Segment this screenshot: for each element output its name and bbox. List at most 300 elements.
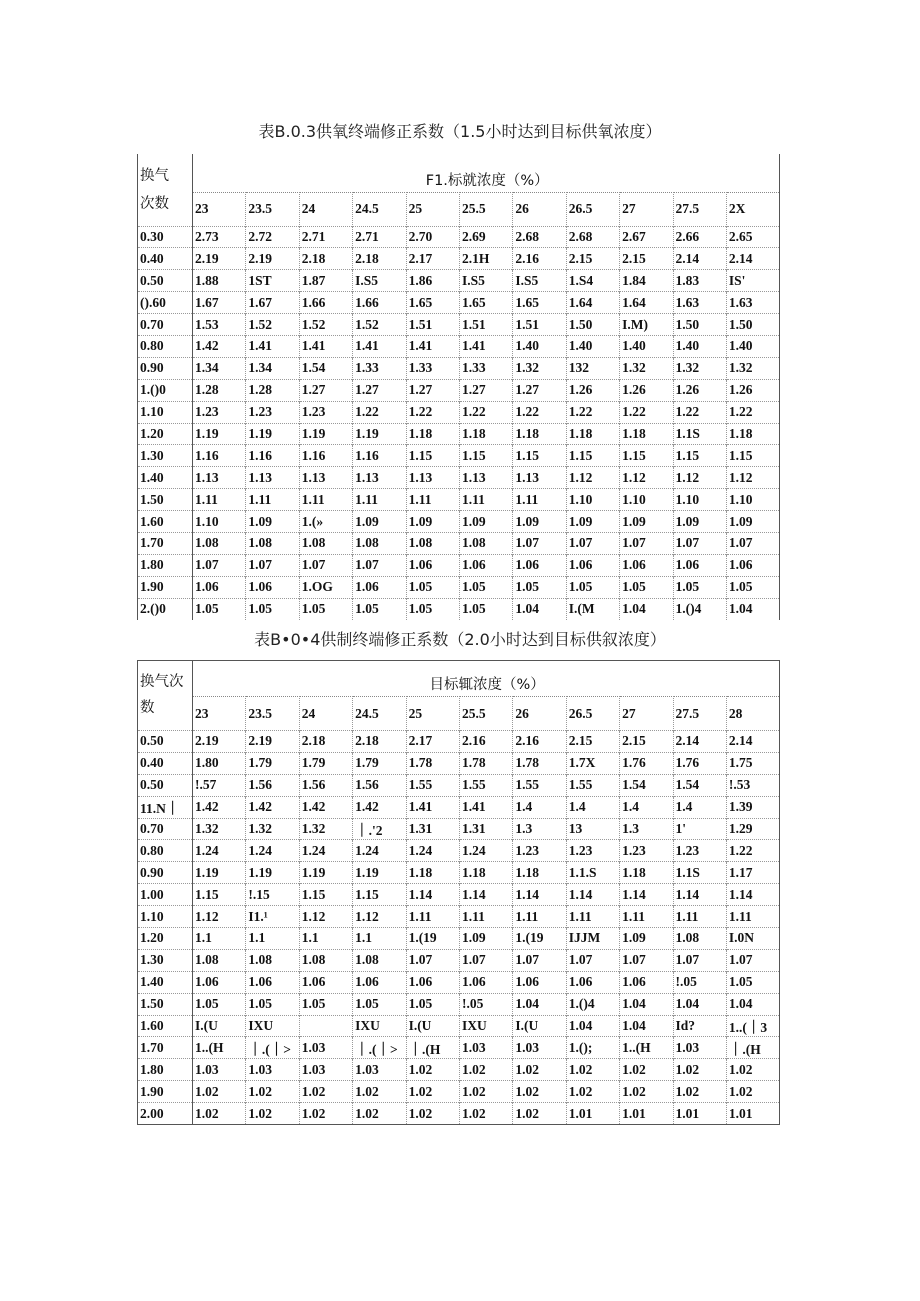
table-cell: 1.02	[726, 1059, 779, 1081]
table-cell: 1.39	[726, 796, 779, 818]
table-cell: 1.41	[299, 335, 352, 357]
row-header-cell: 0.40	[138, 248, 193, 270]
table-cell: 1.06	[673, 554, 726, 576]
table-cell: 1.18	[406, 423, 459, 445]
column-header: 24.5	[353, 192, 406, 226]
table-cell: 1.11	[459, 906, 512, 928]
table-cell: 1.1	[246, 928, 299, 950]
table-cell: 1.54	[620, 774, 673, 796]
table-cell: 1.08	[673, 928, 726, 950]
table-row	[138, 401, 780, 423]
table-cell: 1.7X	[566, 752, 619, 774]
row-header-cell: 1.90	[138, 576, 193, 598]
table-row	[138, 774, 780, 796]
table-cell: 1.03	[193, 1059, 246, 1081]
table-cell: 2.18	[299, 248, 352, 270]
table-cell: 1.03	[513, 1037, 566, 1059]
table-cell: 1.10	[620, 489, 673, 511]
table-cell: 1.11	[620, 906, 673, 928]
table-cell: 1.08	[406, 532, 459, 554]
table-cell: 1.18	[620, 423, 673, 445]
table-cell: 1.09	[673, 511, 726, 533]
row-header-cell: 0.50	[138, 731, 193, 753]
table-cell: 1.22	[620, 401, 673, 423]
table-cell: 1.19	[246, 423, 299, 445]
table2	[137, 660, 780, 1125]
table-cell: 1.07	[513, 949, 566, 971]
row-header-cell: 1.40	[138, 971, 193, 993]
column-header: 28	[726, 697, 779, 731]
table-cell: 1.11	[406, 906, 459, 928]
table-cell: 1.06	[406, 971, 459, 993]
column-header: 27	[620, 697, 673, 731]
table-cell: 1.07	[459, 949, 512, 971]
table-cell: 1.06	[566, 971, 619, 993]
table-row	[138, 1037, 780, 1059]
table-cell: 1.03	[459, 1037, 512, 1059]
table-cell: 1.24	[353, 840, 406, 862]
table-cell: 1.76	[620, 752, 673, 774]
table-cell: 1'	[673, 818, 726, 840]
table-cell: 1.52	[246, 314, 299, 336]
table-cell: 2.18	[353, 731, 406, 753]
table-cell: 1.07	[726, 949, 779, 971]
table-cell: 1.10	[673, 489, 726, 511]
table-cell: 1.07	[673, 532, 726, 554]
table-cell: 1.06	[406, 554, 459, 576]
table-cell: 1.32	[726, 357, 780, 379]
table-cell: 1.05	[406, 993, 459, 1015]
table-cell: 1.1S	[673, 862, 726, 884]
table-cell: 1.55	[406, 774, 459, 796]
table-cell: Id?	[673, 1015, 726, 1037]
table-row	[138, 928, 780, 950]
table-cell: 1.19	[353, 862, 406, 884]
table-cell: IXU	[353, 1015, 406, 1037]
table-row	[138, 248, 780, 270]
table-cell: I.M)	[620, 314, 673, 336]
table-cell: 1.15	[726, 445, 780, 467]
table-cell: 2.15	[566, 248, 619, 270]
table-cell: 1.23	[193, 401, 246, 423]
table-cell: IS'	[726, 270, 780, 292]
table-cell: 1.06	[299, 971, 352, 993]
table-row	[138, 1059, 780, 1081]
table-row	[138, 796, 780, 818]
table-cell: 2.71	[353, 226, 406, 248]
table-cell: I.(U	[193, 1015, 246, 1037]
table-cell: 1.24	[246, 840, 299, 862]
table-row	[138, 554, 780, 576]
table-cell: 1.07	[353, 554, 406, 576]
table-cell: 1.14	[513, 884, 566, 906]
table-cell: 1.87	[299, 270, 352, 292]
table-cell: 1.28	[193, 379, 246, 401]
table-cell: 1.4	[513, 796, 566, 818]
table-row	[138, 818, 780, 840]
table-cell: 1.15	[459, 445, 512, 467]
table-cell: 1.07	[673, 949, 726, 971]
table-cell: 1.04	[620, 1015, 673, 1037]
table-cell: 1.26	[673, 379, 726, 401]
row-header-cell: 1.20	[138, 928, 193, 950]
table-cell: I.S5	[353, 270, 406, 292]
table-cell: 1.32	[620, 357, 673, 379]
table-cell: 1.();	[566, 1037, 619, 1059]
table-cell: 1.02	[299, 1081, 352, 1103]
table-cell: 1.27	[459, 379, 512, 401]
table-cell: 1.51	[406, 314, 459, 336]
table-cell: 1.1.S	[566, 862, 619, 884]
table-cell: 1.07	[566, 949, 619, 971]
row-header-cell: 1.10	[138, 401, 193, 423]
table-cell: 1.06	[726, 554, 780, 576]
table-cell: 1.18	[726, 423, 780, 445]
table-cell: 1.06	[246, 576, 299, 598]
table-cell: 1.13	[513, 467, 566, 489]
table-cell: 1.18	[406, 862, 459, 884]
table-cell: 1.12	[193, 906, 246, 928]
table-cell: 1.15	[673, 445, 726, 467]
table-cell: 1.15	[620, 445, 673, 467]
table-cell: 1.27	[353, 379, 406, 401]
table-cell: I.(U	[513, 1015, 566, 1037]
table-cell: 1.02	[566, 1081, 619, 1103]
table-cell: 2.69	[459, 226, 512, 248]
table-cell: 1..(｜3	[726, 1015, 779, 1037]
table-cell: I.(U	[406, 1015, 459, 1037]
table-cell: 1.06	[459, 554, 512, 576]
table-row	[138, 489, 780, 511]
table-cell: 1.04	[513, 598, 566, 620]
table-row	[138, 993, 780, 1015]
column-header: 24.5	[353, 697, 406, 731]
table-cell: 1.08	[299, 949, 352, 971]
row-header-cell: 1.50	[138, 489, 193, 511]
table-cell: 1.03	[299, 1059, 352, 1081]
table-cell: 1.17	[726, 862, 779, 884]
table-cell: 1.02	[673, 1081, 726, 1103]
row-header-cell: 1.70	[138, 1037, 193, 1059]
table-cell: 1.42	[193, 796, 246, 818]
table-cell: 1.41	[406, 335, 459, 357]
table-cell: 1.67	[246, 292, 299, 314]
table-cell: I.(M	[566, 598, 619, 620]
column-header: 27	[620, 192, 673, 226]
table-cell: ｜.(｜>	[246, 1037, 299, 1059]
table-cell: 1.S4	[566, 270, 619, 292]
table-cell: 1.63	[726, 292, 780, 314]
table-cell: 1.34	[246, 357, 299, 379]
table-cell: 2.15	[566, 731, 619, 753]
table-cell: 1.83	[673, 270, 726, 292]
table-row	[138, 445, 780, 467]
table-cell: 2.14	[673, 248, 726, 270]
table-row	[138, 511, 780, 533]
table-cell: 1.52	[299, 314, 352, 336]
table-cell: 2.66	[673, 226, 726, 248]
table-cell: 1.22	[353, 401, 406, 423]
table-cell: 1.05	[566, 576, 619, 598]
row-header-cell: 0.90	[138, 357, 193, 379]
table-cell: 1.78	[513, 752, 566, 774]
row-label-header: 换气 次数	[138, 154, 193, 226]
table-cell: 1.31	[406, 818, 459, 840]
table-cell: 1.02	[726, 1081, 779, 1103]
table-cell: 1.09	[353, 511, 406, 533]
table-cell: 1.56	[299, 774, 352, 796]
table-cell: 2.68	[513, 226, 566, 248]
table-row	[138, 314, 780, 336]
table-cell: 1.40	[620, 335, 673, 357]
table-cell: 1.09	[566, 511, 619, 533]
table-cell: 1.07	[299, 554, 352, 576]
row-header-cell: 1.80	[138, 1059, 193, 1081]
table-cell: 1.03	[353, 1059, 406, 1081]
table-cell: 1.33	[353, 357, 406, 379]
table-cell: 1.50	[726, 314, 780, 336]
row-header-cell: 1.60	[138, 1015, 193, 1037]
table-cell: 2.19	[246, 731, 299, 753]
table-cell: 1.07	[246, 554, 299, 576]
table-cell: 1.54	[673, 774, 726, 796]
table-cell: 1.11	[406, 489, 459, 511]
table-cell: 1.19	[299, 423, 352, 445]
table-cell: 2.67	[620, 226, 673, 248]
table-cell: 1.05	[299, 993, 352, 1015]
table-cell: 1.41	[246, 335, 299, 357]
table-cell: 1.75	[726, 752, 779, 774]
row-header-cell: 0.70	[138, 314, 193, 336]
table-cell: 2.70	[406, 226, 459, 248]
row-header-cell: 0.80	[138, 840, 193, 862]
column-header: 25.5	[459, 697, 512, 731]
column-header: 24	[299, 697, 352, 731]
row-header-cell: 1.()0	[138, 379, 193, 401]
table-cell: 1.55	[566, 774, 619, 796]
table-cell: I.S5	[513, 270, 566, 292]
table-cell: 1.01	[726, 1103, 779, 1125]
table1	[137, 154, 780, 620]
table-cell: 1.11	[566, 906, 619, 928]
row-header-cell: 0.70	[138, 818, 193, 840]
table-row	[138, 884, 780, 906]
table-row	[138, 949, 780, 971]
table-row	[138, 598, 780, 620]
table-cell: 1.06	[353, 971, 406, 993]
table-cell: 1.12	[353, 906, 406, 928]
table-cell: 1.08	[246, 532, 299, 554]
column-header: 25	[406, 697, 459, 731]
table-cell: 1.55	[459, 774, 512, 796]
table-cell: 1.11	[513, 906, 566, 928]
table-cell: 2.73	[193, 226, 246, 248]
table-cell: 1.53	[193, 314, 246, 336]
table-row	[138, 731, 780, 753]
table-cell: 1.14	[566, 884, 619, 906]
table-cell: IJJM	[566, 928, 619, 950]
table-cell: 1.23	[246, 401, 299, 423]
table-cell: 1.08	[299, 532, 352, 554]
column-header: 26.5	[566, 697, 619, 731]
table-cell: 1.04	[726, 598, 780, 620]
table-cell: 1.51	[459, 314, 512, 336]
table-cell: 1.04	[566, 1015, 619, 1037]
table-cell: 1.09	[620, 928, 673, 950]
table-cell: 1.28	[246, 379, 299, 401]
table-cell: 1.04	[726, 993, 779, 1015]
table-cell: 1.05	[459, 576, 512, 598]
table-cell: 1.05	[406, 576, 459, 598]
table-cell: 1.16	[299, 445, 352, 467]
table-cell: 1.19	[353, 423, 406, 445]
table-cell: 1.40	[566, 335, 619, 357]
table-cell: 1.06	[246, 971, 299, 993]
table-cell: I.S5	[459, 270, 512, 292]
column-header: 26	[513, 192, 566, 226]
table-cell: 1.01	[620, 1103, 673, 1125]
row-header-cell: 11.N｜	[138, 796, 193, 818]
table-cell: 1..(H	[193, 1037, 246, 1059]
table-cell: 1.09	[620, 511, 673, 533]
table-cell: 1.23	[566, 840, 619, 862]
table-cell: 1.11	[246, 489, 299, 511]
column-header: 2X	[726, 192, 780, 226]
table-cell: 1.3	[513, 818, 566, 840]
table-cell: 2.65	[726, 226, 780, 248]
table-cell: 1.12	[673, 467, 726, 489]
table-cell: 1.09	[406, 511, 459, 533]
row-header-cell: 0.50	[138, 774, 193, 796]
row-header-cell: 2.()0	[138, 598, 193, 620]
column-header: 26.5	[566, 192, 619, 226]
table-cell: 1.32	[513, 357, 566, 379]
table-cell: 1.02	[459, 1081, 512, 1103]
table-cell: ｜.(｜>	[353, 1037, 406, 1059]
table-row	[138, 379, 780, 401]
table-cell: 2.19	[193, 731, 246, 753]
table-cell: 1.02	[246, 1081, 299, 1103]
table-cell: 1.14	[406, 884, 459, 906]
table-cell: 1.40	[726, 335, 780, 357]
table-cell: 1.56	[246, 774, 299, 796]
table-cell: 1.09	[246, 511, 299, 533]
table-cell: 1.14	[620, 884, 673, 906]
table-cell: 1.11	[193, 489, 246, 511]
table-row	[138, 840, 780, 862]
row-header-cell: 1.30	[138, 949, 193, 971]
table-cell: 1.(19	[406, 928, 459, 950]
table-cell: 1.11	[513, 489, 566, 511]
table-cell: 1.32	[673, 357, 726, 379]
table-cell: 1.02	[406, 1081, 459, 1103]
table-row	[138, 576, 780, 598]
table-cell: 1.14	[726, 884, 779, 906]
table-cell: 1.02	[353, 1103, 406, 1125]
table-cell: 1.02	[566, 1059, 619, 1081]
table2-title: 表B•0•4供制终端修正系数（2.0小时达到目标供叙浓度）	[254, 630, 666, 649]
table-cell: 1.05	[246, 993, 299, 1015]
column-header: 23	[193, 697, 246, 731]
table-cell: 1.05	[193, 598, 246, 620]
table-cell: 1.22	[406, 401, 459, 423]
table-cell: 1.15	[566, 445, 619, 467]
table-cell: 1.23	[673, 840, 726, 862]
table-cell: I1.¹	[246, 906, 299, 928]
table-cell: 1.02	[193, 1081, 246, 1103]
table-row	[138, 906, 780, 928]
table-cell: 1.80	[193, 752, 246, 774]
table-cell: 1.15	[353, 884, 406, 906]
table-cell: 1.10	[566, 489, 619, 511]
table-cell: 1.14	[673, 884, 726, 906]
table-cell: 1.79	[246, 752, 299, 774]
table-cell: 1.09	[726, 511, 780, 533]
table-cell: 1.11	[299, 489, 352, 511]
table-row	[138, 1081, 780, 1103]
table-cell: 1.15	[513, 445, 566, 467]
column-header: 25	[406, 192, 459, 226]
table-cell: 1.32	[246, 818, 299, 840]
table-cell: 1.()4	[673, 598, 726, 620]
column-header: 23.5	[246, 192, 299, 226]
table-cell: 2.71	[299, 226, 352, 248]
table-cell: 2.1H	[459, 248, 512, 270]
table-cell: 1.42	[193, 335, 246, 357]
table-cell: 1.12	[299, 906, 352, 928]
table-cell: 13	[566, 818, 619, 840]
table-cell: 1.4	[620, 796, 673, 818]
table-cell: 1.23	[299, 401, 352, 423]
table-cell: 1.63	[673, 292, 726, 314]
table-cell: 1.06	[353, 576, 406, 598]
table-row	[138, 423, 780, 445]
table-cell: 1.13	[353, 467, 406, 489]
table-cell: 1.08	[193, 949, 246, 971]
table-row	[138, 467, 780, 489]
table-cell: 1.01	[673, 1103, 726, 1125]
table-cell: !.05	[459, 993, 512, 1015]
table-cell: 1.33	[406, 357, 459, 379]
table-cell: 1.27	[513, 379, 566, 401]
table-cell: 1ST	[246, 270, 299, 292]
table-cell: 1.19	[193, 862, 246, 884]
table-cell: 1.23	[620, 840, 673, 862]
table-cell: 1.05	[726, 971, 779, 993]
table-cell: 1.4	[566, 796, 619, 818]
column-header: 27.5	[673, 192, 726, 226]
table-cell: 1.54	[299, 357, 352, 379]
table-cell: 2.68	[566, 226, 619, 248]
table-cell: 1.08	[246, 949, 299, 971]
table-cell: 1.07	[620, 949, 673, 971]
table-cell: 2.14	[673, 731, 726, 753]
table-cell: 1.05	[726, 576, 780, 598]
table-cell: 1.27	[406, 379, 459, 401]
table-cell: 1.1	[353, 928, 406, 950]
table-cell: 1.18	[566, 423, 619, 445]
table-cell: 2.14	[726, 248, 780, 270]
table-cell: 1.02	[620, 1081, 673, 1103]
table-cell: 1.78	[459, 752, 512, 774]
column-header: 23.5	[246, 697, 299, 731]
table-cell: 1.24	[299, 840, 352, 862]
table-cell: 2.16	[459, 731, 512, 753]
table-cell: 1.41	[353, 335, 406, 357]
table-cell: 1.26	[726, 379, 780, 401]
row-header-cell: 0.40	[138, 752, 193, 774]
table-cell: 1.42	[299, 796, 352, 818]
